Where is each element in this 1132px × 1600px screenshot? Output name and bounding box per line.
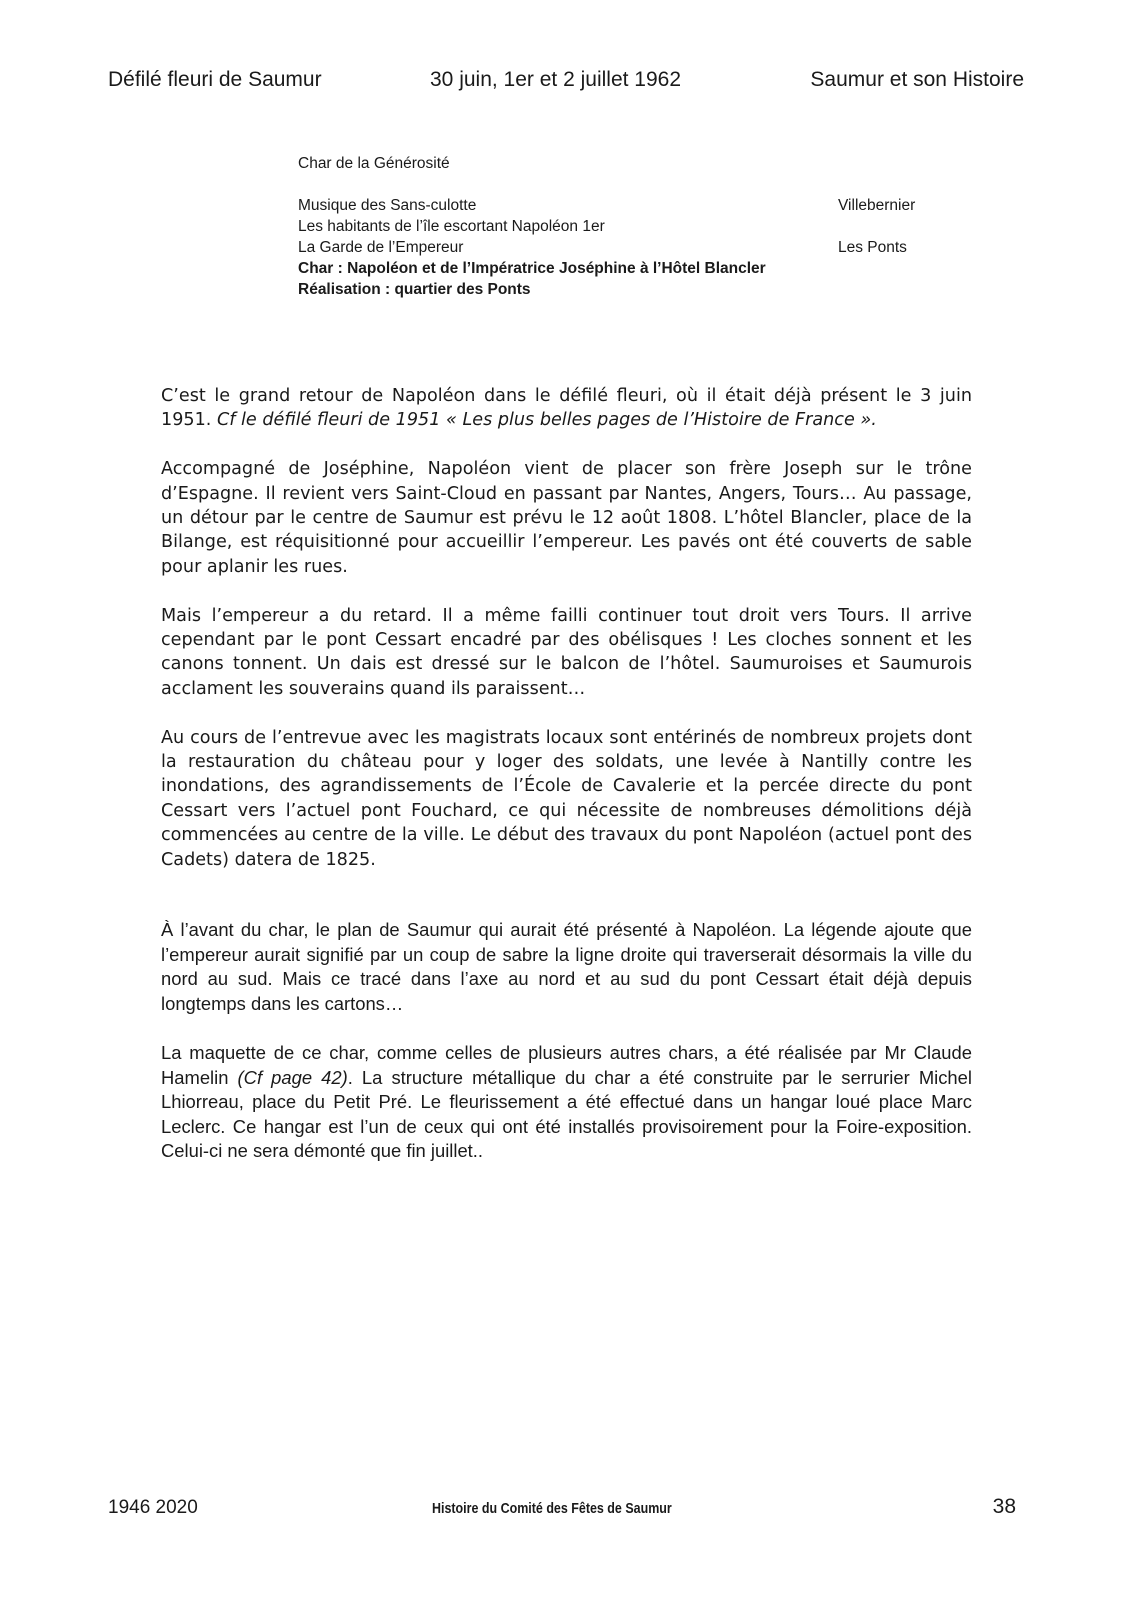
programme-realisation xyxy=(298,279,968,300)
programme-row-place xyxy=(838,216,968,237)
paragraph-text: . La structure métallique du char a été construite par le serrurier Michel Lhiorreau, place du Petit Pré. Le fleurissement a été effectué dans un hangar loué place Marc Leclerc. Ce hangar est l’un de ceux qui ont été installés provisoirement pour la Foire-exposition. Celui-ci ne sera démonté que fin juillet.. xyxy=(161,1066,972,1162)
paragraph-text: C’est le grand retour de Napoléon dans le défilé fleuri, où il était déjà présent le 3 juin 1951. xyxy=(161,386,972,431)
programme-bold-line: Char : Napoléon et de l’Impératrice Joséphine à l’Hôtel Blancler xyxy=(298,260,766,277)
footer-years: 1946 2020 xyxy=(108,1497,198,1518)
paragraph-italic-reference: (Cf page 42) xyxy=(237,1066,348,1088)
paragraph-text: La maquette de ce char, comme celles de plusieurs autres chars, a été réalisée par Mr Claude Hamelin xyxy=(161,1041,972,1088)
paragraph: Accompagné de Joséphine, Napoléon vient de placer son frère Joseph sur le trône d’Espagne. Il revient vers Saint-Cloud en passant par Nantes, Angers, Tours… Au passage, un détour par le centre de Saumur est prévu le 12 août 1808. L’hôtel Blancler, place de la Bilange, est réquisitionné pour accueillir l’empereur. Les pavés ont été couverts de sable pour aplanir les rues. xyxy=(161,459,972,577)
page-number: 38 xyxy=(992,1495,1016,1518)
programme-title: Char de la Générosité xyxy=(298,155,450,172)
paragraph xyxy=(161,384,972,433)
programme-row xyxy=(298,237,968,258)
programme-char-title xyxy=(298,258,968,279)
paragraph: Mais l’empereur a du retard. Il a même failli continuer tout droit vers Tours. Il arrive cependant par le pont Cessart encadré par des obélisques ! Les cloches sonnent et les canons tonnent. Un dais est dressé sur le balcon de l’hôtel. Saumuroises et Saumurois acclament les souverains quand ils paraissent… xyxy=(161,605,972,699)
header-left: Défilé fleuri de Saumur xyxy=(108,68,322,91)
footer-title: Histoire du Comité des Fêtes de Saumur xyxy=(432,1501,672,1517)
programme-row-place: Villebernier xyxy=(838,197,916,214)
paragraph: Au cours de l’entrevue avec les magistrats locaux sont entérinés de nombreux projets dont la restauration du château pour y loger des soldats, une levée à Nantilly contre les inondations, des agrandissements de l’École de Cavalerie et la percée directe du pont Cessart vers l’actuel pont Fouchard, ce qui nécessite de nombreuses démolitions déjà commencées au centre de la ville. Le début des travaux du pont Napoléon (actuel pont des Cadets) datera de 1825. xyxy=(161,727,972,870)
programme-block xyxy=(298,153,968,300)
paragraph xyxy=(161,1041,972,1164)
paragraph-italic-reference: Cf le défilé fleuri de 1951 « Les plus belles pages de l’Histoire de France ». xyxy=(216,410,877,431)
programme-row xyxy=(298,216,968,237)
programme-bold-line: Réalisation : quartier des Ponts xyxy=(298,281,531,298)
char-description xyxy=(161,918,972,1189)
programme-row-text: Musique des Sans-culotte xyxy=(298,197,477,214)
programme-title-row xyxy=(298,153,968,174)
history-text xyxy=(161,384,972,872)
programme-row xyxy=(298,195,968,216)
header-right: Saumur et son Histoire xyxy=(810,68,1024,91)
programme-row-text: La Garde de l’Empereur xyxy=(298,239,464,256)
paragraph: À l’avant du char, le plan de Saumur qui aurait été présenté à Napoléon. La légende ajoute que l’empereur aurait signifié par un coup de sabre la ligne droite qui traverserait désormais la ville du nord au sud. Mais ce tracé dans l’axe au nord et au sud du pont Cessart était déjà depuis longtemps dans les cartons… xyxy=(161,919,972,1014)
header-center: 30 juin, 1er et 2 juillet 1962 xyxy=(430,68,682,91)
programme-row-text: Les habitants de l’île escortant Napoléon 1er xyxy=(298,218,605,235)
programme-row-place: Les Ponts xyxy=(838,239,907,256)
